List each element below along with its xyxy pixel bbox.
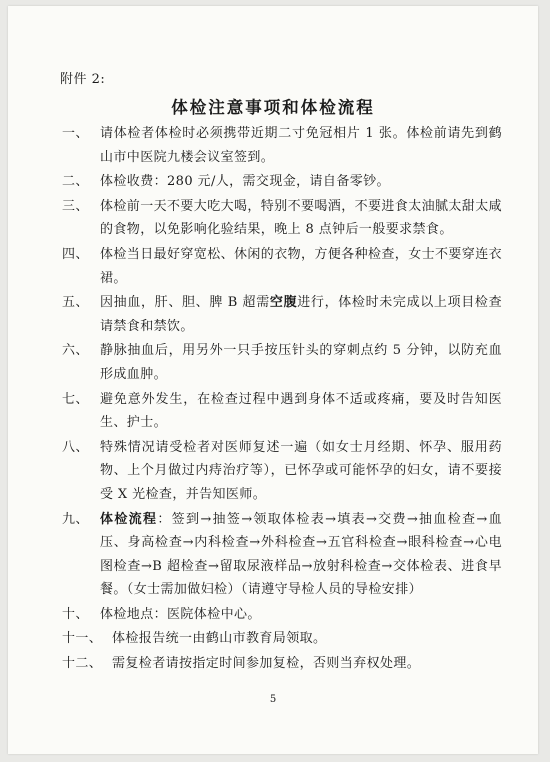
- item-text: 请体检者体检时必须携带近期二寸免冠相片 1 张。体检前请先到鹤山市中医院九楼会议室签到。: [100, 126, 502, 165]
- item-number: 十、: [62, 606, 89, 622]
- item-text: 需复检者请按指定时间参加复检，否则当弃权处理。: [112, 656, 421, 672]
- item-number: 八、: [62, 439, 89, 455]
- item-number: 二、: [62, 174, 89, 190]
- item-number: 三、: [62, 198, 89, 214]
- item-text-before: 因抽血，肝、胆、脾 B 超需: [100, 295, 270, 311]
- page-number: 5: [269, 694, 277, 705]
- document-page: [8, 6, 538, 754]
- list-item: [62, 122, 502, 169]
- item-number: 四、: [62, 246, 89, 262]
- list-item: [62, 339, 502, 386]
- item-text-bold: 空腹: [269, 295, 298, 311]
- list-item: [62, 388, 502, 435]
- list-item: [62, 170, 502, 194]
- item-text-after: ：签到→抽签→领取体检表→填表→交费→抽血检查→血压、身高检查→内科检查→外科检查→五官科检查→眼科检查→心电图检查→B 超检查→留取尿液样品→放射科检查→交体检表、进食早餐。（女士需加做妇检）（请遵守导检人员的导检安排）: [100, 511, 502, 598]
- item-number: 七、: [62, 391, 89, 407]
- item-text-after: 进行，体检时未完成以上项目检查请禁食和禁饮。: [100, 295, 502, 334]
- item-text: [100, 295, 502, 334]
- list-item: [62, 603, 502, 627]
- attachment-label: 附件 2:: [60, 72, 106, 87]
- item-text: 避免意外发生，在检查过程中遇到身体不适或疼痛，要及时告知医生、护士。: [100, 391, 502, 431]
- item-text: 体检报告统一由鹤山市教育局领取。: [112, 631, 327, 647]
- item-text: 体检当日最好穿宽松、休闲的衣物，方便各种检查，女士不要穿连衣裙。: [100, 246, 503, 286]
- item-number: 六、: [62, 343, 89, 359]
- notice-list: [62, 122, 502, 677]
- list-item: [62, 291, 502, 338]
- list-item: [62, 243, 502, 290]
- list-item: [62, 195, 502, 242]
- item-text: 体检地点：医院体检中心。: [100, 606, 261, 622]
- list-item: [62, 436, 502, 507]
- item-text: 特殊情况请受检者对医师复述一遍（如女士月经期、怀孕、服用药物、上个月做过内痔治疗等），已怀孕或可能怀孕的妇女，请不要接受 X 光检查，并告知医师。: [100, 439, 502, 502]
- item-number: 五、: [62, 295, 89, 311]
- page-title: 体检注意事项和体检流程: [171, 98, 375, 117]
- item-number: 九、: [62, 511, 89, 527]
- item-text: [100, 512, 502, 598]
- list-item: [62, 508, 502, 602]
- item-text-bold: 体检流程: [100, 511, 158, 527]
- item-number: 一、: [62, 126, 89, 141]
- item-text: 体检前一天不要大吃大喝，特别不要喝酒，不要进食太油腻太甜太咸的食物，以免影响化验结果，晚上 8 点钟后一般要求禁食。: [100, 198, 503, 238]
- list-item: [62, 627, 502, 651]
- list-item: [62, 652, 502, 676]
- item-number: 十二、: [62, 656, 103, 672]
- item-text: 体检收费：280 元/人，需交现金，请自备零钞。: [100, 174, 390, 190]
- item-number: 十一、: [62, 631, 103, 647]
- item-text: 静脉抽血后，用另外一只手按压针头的穿刺点约 5 分钟，以防充血形成血肿。: [100, 343, 502, 382]
